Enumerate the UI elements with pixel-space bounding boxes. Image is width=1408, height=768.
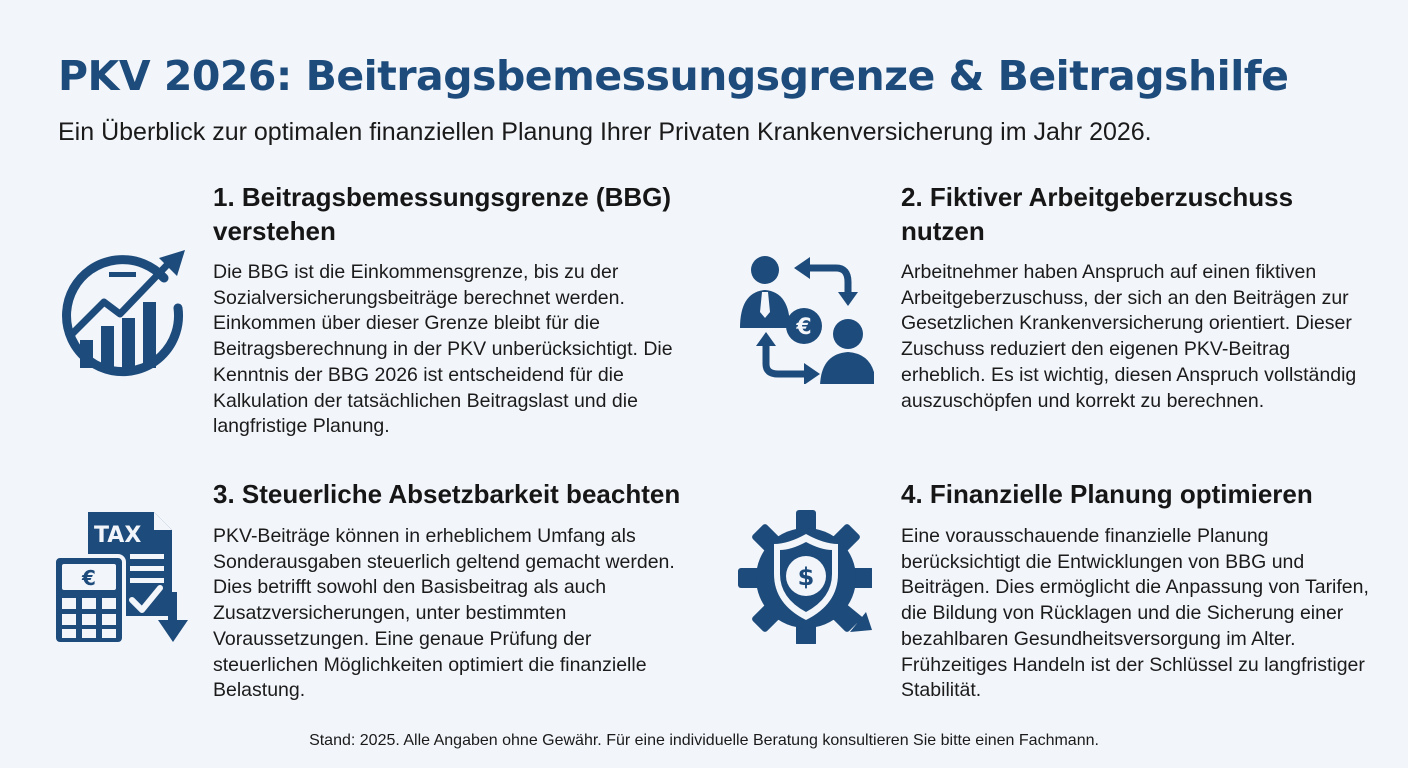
page-subtitle: Ein Überblick zur optimalen finanziellen Planung Ihrer Privaten Krankenversicherung im Jahr 2026. <box>58 118 1152 146</box>
section-2-text: Arbeitnehmer haben Anspruch auf einen fiktiven Arbeitgeberzuschuss, der sich an den Beiträgen zur Gesetzlichen Krankenversicherung orientiert. Dieser Zuschuss reduziert den eigenen PKV-Beitrag erheblich. Es ist wichtig, diesen Anspruch vollständig auszuschöpfen und korrekt zu berechnen. <box>901 261 1357 412</box>
section-4-title: 4. Finanzielle Planung optimieren <box>901 479 1313 509</box>
footer-disclaimer: Stand: 2025. Alle Angaben ohne Gewähr. Für eine individuelle Beratung konsultieren Sie bitte einen Fachmann. <box>309 732 1099 749</box>
section-4-text: Eine vorausschauende finanzielle Planung berücksichtigt die Entwicklungen von BBG und Beiträgen. Dies ermöglicht die Anpassung von Tarifen, die Bildung von Rücklagen und die Sicherung einer bezahlbaren Gesundheitsversorgung im Alter. Frühzeitiges Handeln ist der Schlüssel zu langfristiger Stabilität. <box>901 525 1369 702</box>
section-1-text: Die BBG ist die Einkommensgrenze, bis zu der Sozialversicherungsbeiträge berechnet werden. Einkommen über dieser Grenze bleibt für die Beitragsberechnung in der PKV unberücksichtigt. Die Kenntnis der BBG 2026 ist entscheidend für die Kalkulation der tatsächlichen Beitragslast und die langfristige Planung. <box>213 261 673 438</box>
svg-text:$: $ <box>797 563 815 591</box>
page-title: PKV 2026: Beitragsbemessungsgrenze & Beitragshilfe <box>58 52 1289 100</box>
section-1-title: 1. Beitragsbemessungsgrenze (BBG) verstehen <box>213 182 672 246</box>
euro-exchange-people-icon <box>738 248 874 384</box>
tax-label: TAX <box>94 523 142 548</box>
section-3-title: 3. Steuerliche Absetzbarkeit beachten <box>213 479 681 509</box>
gear-shield-dollar-icon <box>736 508 872 644</box>
tax-calculator-icon <box>54 508 190 644</box>
growth-chart-icon <box>54 248 190 384</box>
svg-text:€: € <box>796 315 812 340</box>
svg-text:€: € <box>82 566 96 590</box>
section-2-title: 2. Fiktiver Arbeitgeberzuschuss nutzen <box>901 182 1294 246</box>
section-3-text: PKV-Beiträge können in erheblichem Umfang als Sonderausgaben steuerlich geltend gemacht werden. Dies betrifft sowohl den Basisbeitrag als auch Zusatzversicherungen, unter bestimmten Voraussetzungen. Eine genaue Prüfung der steuerlichen Möglichkeiten optimiert die finanzielle Belastung. <box>213 525 675 702</box>
